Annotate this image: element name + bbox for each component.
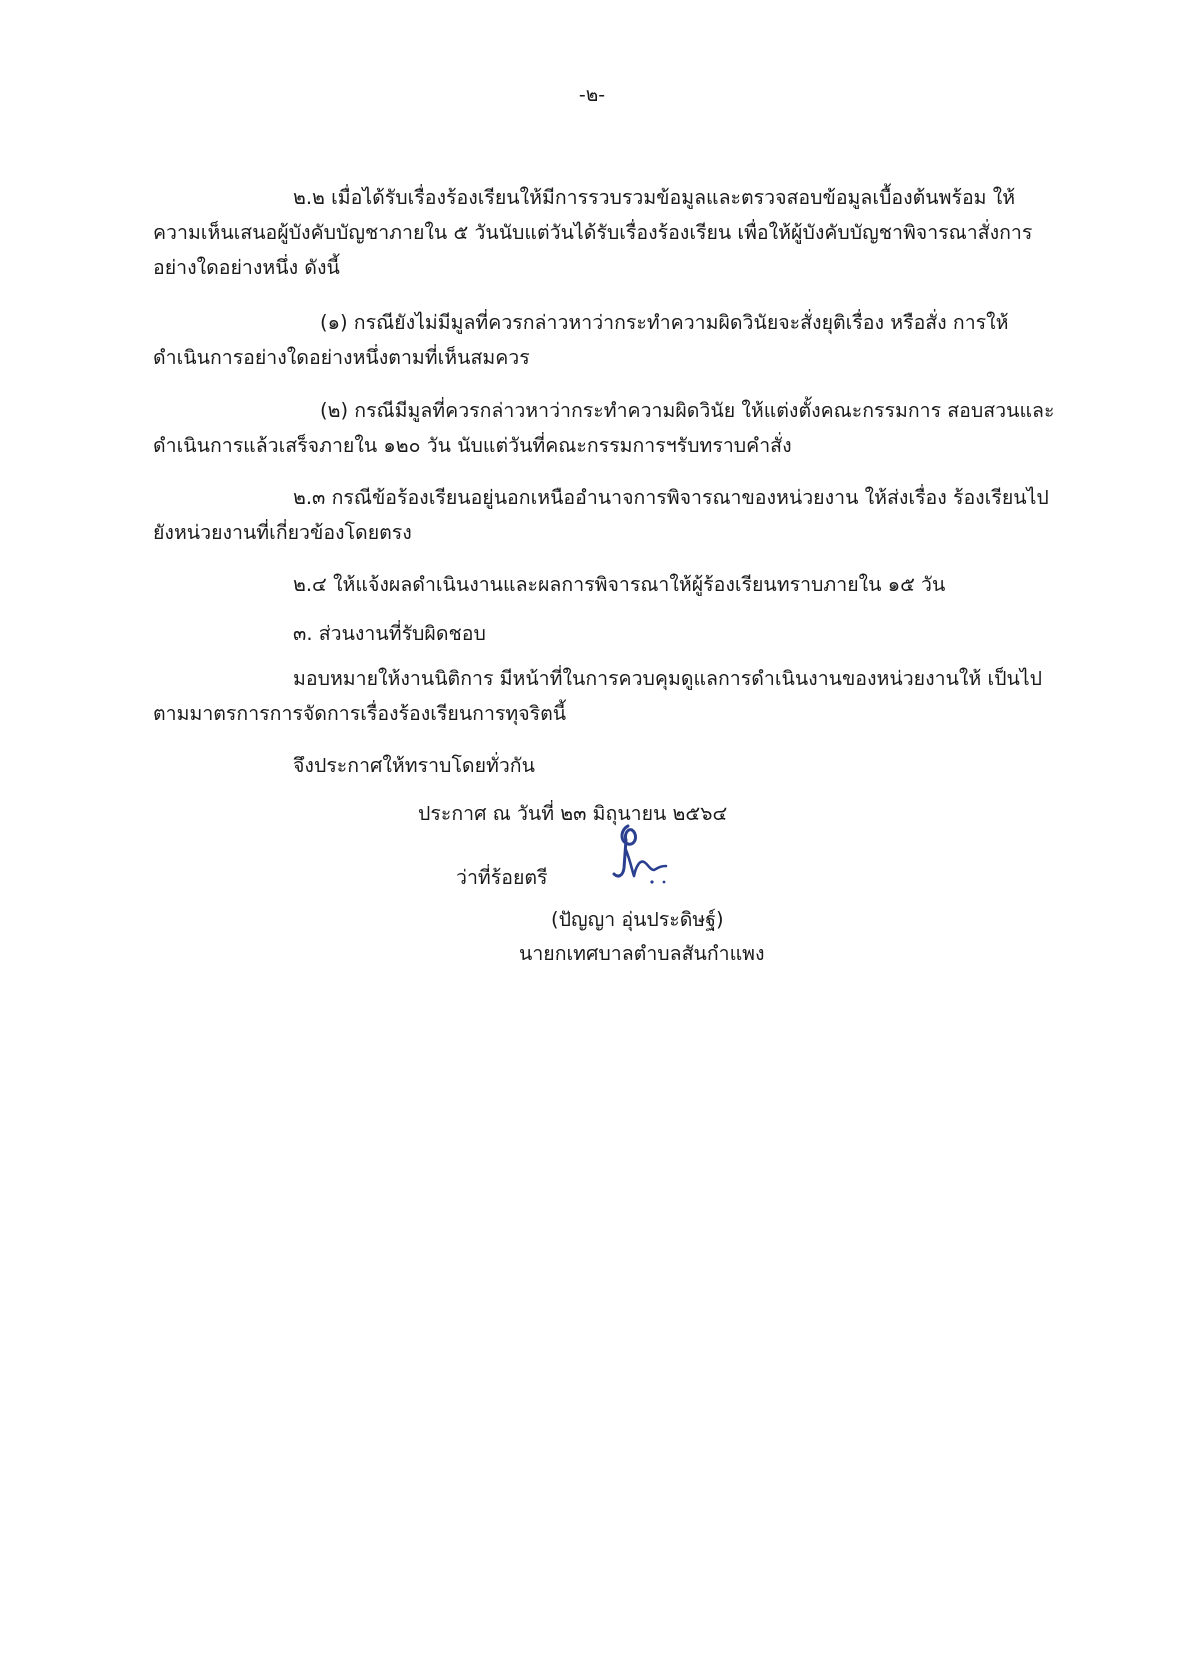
section-2-2-item-2-line-2: ดำเนินการแล้วเสร็จภายใน ๑๒๐ วัน นับแต่วันที่คณะกรรมการฯรับทราบคำสั่ง [153, 434, 792, 457]
page-number: -๒- [578, 84, 606, 106]
section-2-2-line-3: อย่างใดอย่างหนึ่ง ดังนี้ [153, 256, 340, 279]
announce-date: ประกาศ ณ วันที่ ๒๓ มิถุนายน ๒๕๖๔ [418, 802, 728, 825]
signer-position: นายกเทศบาลตำบลสันกำแพง [519, 942, 765, 965]
section-3-heading: ๓. ส่วนงานที่รับผิดชอบ [293, 622, 486, 645]
signer-name: (ปัญญา อุ่นประดิษฐ์) [551, 908, 724, 931]
section-2-2-line-1: ๒.๒ เมื่อได้รับเรื่องร้องเรียนให้มีการรวบรวมข้อมูลและตรวจสอบข้อมูลเบื้องต้นพร้อม ให้ [293, 186, 1016, 209]
section-3-line-2: ตามมาตรการการจัดการเรื่องร้องเรียนการทุจริตนี้ [153, 702, 567, 725]
section-2-3-line-1: ๒.๓ กรณีข้อร้องเรียนอยู่นอกเหนืออำนาจการพิจารณาของหน่วยงาน ให้ส่งเรื่อง ร้องเรียนไป [293, 486, 1049, 509]
section-2-2-item-1-line-2: ดำเนินการอย่างใดอย่างหนึ่งตามที่เห็นสมควร [153, 346, 530, 369]
closing-statement: จึงประกาศให้ทราบโดยทั่วกัน [293, 754, 535, 777]
section-2-2-line-2: ความเห็นเสนอผู้บังคับบัญชาภายใน ๕ วันนับแต่วันได้รับเรื่องร้องเรียน เพื่อให้ผู้บังคับบัญชาพิจารณาสั่งการ [153, 221, 1033, 244]
handwritten-signature [606, 820, 676, 890]
section-3-line-1: มอบหมายให้งานนิติการ มีหน้าที่ในการควบคุมดูแลการดำเนินงานของหน่วยงานให้ เป็นไป [293, 667, 1043, 690]
section-2-2-item-2-line-1: (๒) กรณีมีมูลที่ควรกล่าวหาว่ากระทำความผิดวินัย ให้แต่งตั้งคณะกรรมการ สอบสวนและ [320, 399, 1055, 422]
signer-rank: ว่าที่ร้อยตรี [456, 866, 548, 889]
section-2-4-line-1: ๒.๔ ให้แจ้งผลดำเนินงานและผลการพิจารณาให้ผู้ร้องเรียนทราบภายใน ๑๕ วัน [293, 573, 946, 596]
section-2-2-item-1-line-1: (๑) กรณียังไม่มีมูลที่ควรกล่าวหาว่ากระทำความผิดวินัยจะสั่งยุติเรื่อง หรือสั่ง การให้ [320, 311, 1009, 334]
section-2-3-line-2: ยังหน่วยงานที่เกี่ยวข้องโดยตรง [153, 521, 412, 544]
